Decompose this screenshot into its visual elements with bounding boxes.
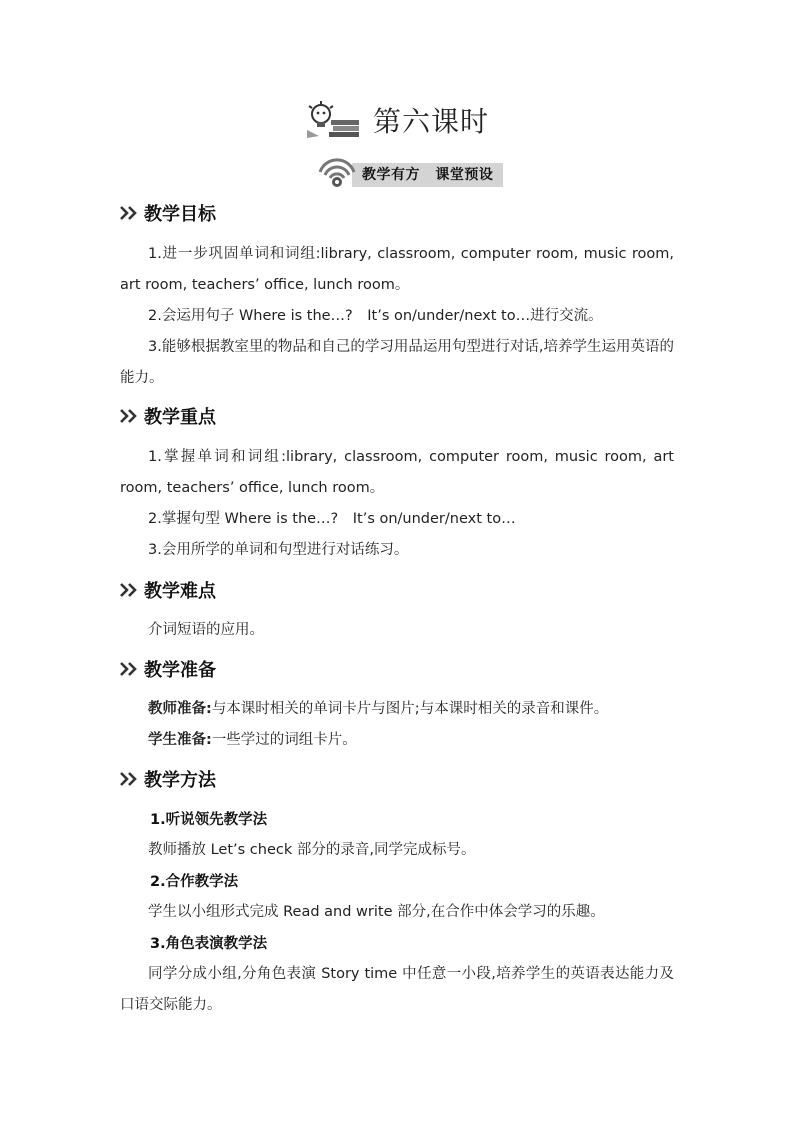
objective-item-3: 3.能够根据教室里的物品和自己的学习用品运用句型进行对话,培养学生运用英语的能力。 [120, 339, 674, 386]
heading-preparation: 教学准备 [120, 656, 216, 682]
double-chevron-icon [120, 583, 142, 597]
method-text-3: 同学分成小组,分角色表演 Story time 中任意一小段,培养学生的英语表达能力及口语交际能力。 [120, 966, 674, 1013]
objective-item-1: 1.进一步巩固单词和词组:library, classroom, computer room, music room, art room, teachers’ office, lunch room。 [120, 246, 674, 293]
method-title-2: 2.合作教学法 [150, 874, 239, 890]
heading-methods: 教学方法 [120, 766, 216, 792]
teacher-preparation-label: 教师准备: [148, 701, 212, 717]
student-preparation-label: 学生准备: [148, 732, 212, 748]
heading-difficulties: 教学难点 [120, 577, 216, 603]
double-chevron-icon [120, 409, 142, 423]
method-text-2: 学生以小组形式完成 Read and write 部分,在合作中体会学习的乐趣。 [148, 904, 605, 920]
heading-key-points: 教学重点 [120, 403, 216, 429]
objective-item-2: 2.会运用句子 Where is the…? It’s on/under/next to…进行交流。 [148, 308, 603, 324]
method-text-1: 教师播放 Let’s check 部分的录音,同学完成标号。 [148, 842, 476, 858]
banner-label [352, 163, 503, 187]
key-point-item-3: 3.会用所学的单词和句型进行对话练习。 [148, 542, 409, 558]
student-preparation [148, 725, 674, 756]
method-title-3: 3.角色表演教学法 [150, 936, 268, 952]
lightbulb-books-icon [305, 100, 363, 140]
wifi-signal-icon [316, 158, 358, 192]
title-row [0, 96, 794, 144]
method-title-1: 1.听说领先教学法 [150, 812, 268, 828]
page-title: 第六课时 [372, 105, 489, 138]
double-chevron-icon [120, 772, 142, 786]
banner-left-text: 教学有方 [362, 167, 420, 183]
key-point-item-1: 1.掌握单词和词组:library, classroom, computer room, music room, art room, teachers’ office, lunch room。 [120, 449, 674, 496]
double-chevron-icon [120, 206, 142, 220]
double-chevron-icon [120, 662, 142, 676]
student-preparation-text: 一些学过的词组卡片。 [211, 732, 357, 748]
banner-right-text: 课堂预设 [435, 167, 494, 183]
heading-objectives: 教学目标 [120, 200, 216, 226]
key-point-item-2: 2.掌握句型 Where is the…? It’s on/under/next to… [148, 511, 516, 527]
difficulties-text: 介词短语的应用。 [148, 622, 264, 638]
teacher-preparation-text: 与本课时相关的单词卡片与图片;与本课时相关的录音和课件。 [211, 701, 609, 717]
section-banner [316, 158, 503, 192]
teacher-preparation [148, 694, 674, 725]
